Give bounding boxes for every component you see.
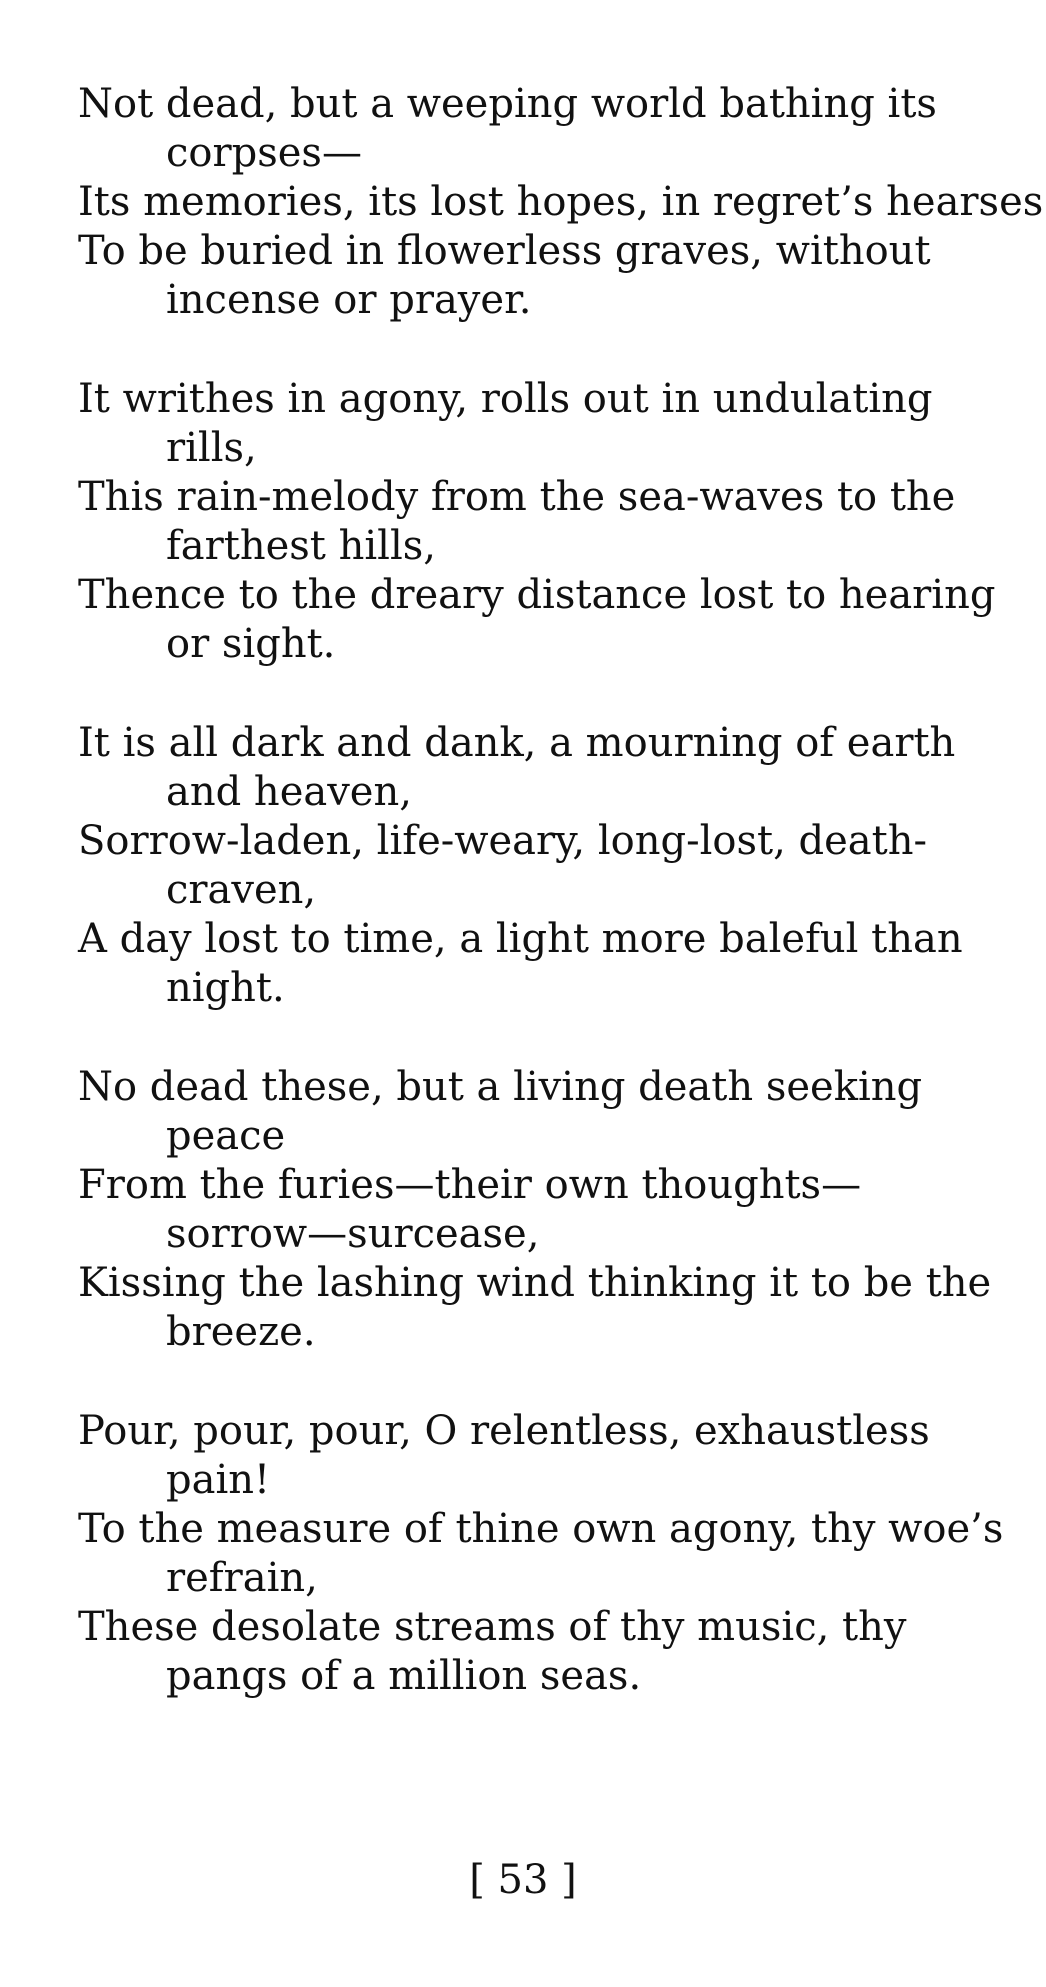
verse-line: Pour, pour, pour, O relentless, exhaustless	[78, 1408, 930, 1454]
verse-line: A day lost to time, a light more baleful than	[78, 916, 963, 962]
verse-line: Sorrow-laden, life-weary, long-lost, death-	[78, 818, 927, 864]
verse-line-continuation: refrain,	[166, 1555, 318, 1601]
stanza	[78, 80, 1044, 325]
verse-line-continuation: corpses—	[166, 130, 362, 176]
verse-line-continuation: breeze.	[166, 1309, 316, 1355]
poem	[78, 80, 1044, 1751]
verse-line-continuation: night.	[166, 965, 285, 1011]
page-number: [ 53 ]	[469, 1857, 577, 1903]
verse-line: Kissing the lashing wind thinking it to be the	[78, 1260, 992, 1306]
verse-line: It writhes in agony, rolls out in undulating	[78, 376, 933, 422]
verse-line-continuation: and heaven,	[166, 769, 412, 815]
verse-line: This rain-melody from the sea-waves to the	[78, 474, 956, 520]
verse-line-continuation: or sight.	[166, 621, 336, 667]
verse-line-continuation: craven,	[166, 867, 317, 913]
verse-line: These desolate streams of thy music, thy	[78, 1604, 907, 1650]
verse-line-continuation: pain!	[166, 1457, 271, 1503]
verse-line: From the furies—their own thoughts—	[78, 1162, 862, 1208]
verse-line: Its memories, its lost hopes, in regret’s hearses	[78, 179, 1044, 225]
verse-line: Not dead, but a weeping world bathing its	[78, 81, 937, 127]
verse-line-continuation: peace	[166, 1113, 286, 1159]
verse-line-continuation: incense or prayer.	[166, 277, 532, 323]
verse-line-continuation: sorrow—surcease,	[166, 1211, 540, 1257]
stanza	[78, 1407, 1028, 1701]
verse-line: Thence to the dreary distance lost to hearing	[78, 572, 996, 618]
verse-line: To be buried in flowerless graves, without	[78, 228, 931, 274]
verse-line-continuation: farthest hills,	[166, 523, 436, 569]
verse-line: It is all dark and dank, a mourning of earth	[78, 720, 956, 766]
verse-line-continuation: rills,	[166, 425, 257, 471]
verse-line: No dead these, but a living death seeking	[78, 1064, 923, 1110]
stanza	[78, 719, 1028, 1013]
verse-line: To the measure of thine own agony, thy woe’s	[78, 1506, 1004, 1552]
stanza	[78, 1063, 1028, 1357]
verse-line-continuation: pangs of a million seas.	[166, 1653, 642, 1699]
stanza	[78, 375, 1028, 669]
